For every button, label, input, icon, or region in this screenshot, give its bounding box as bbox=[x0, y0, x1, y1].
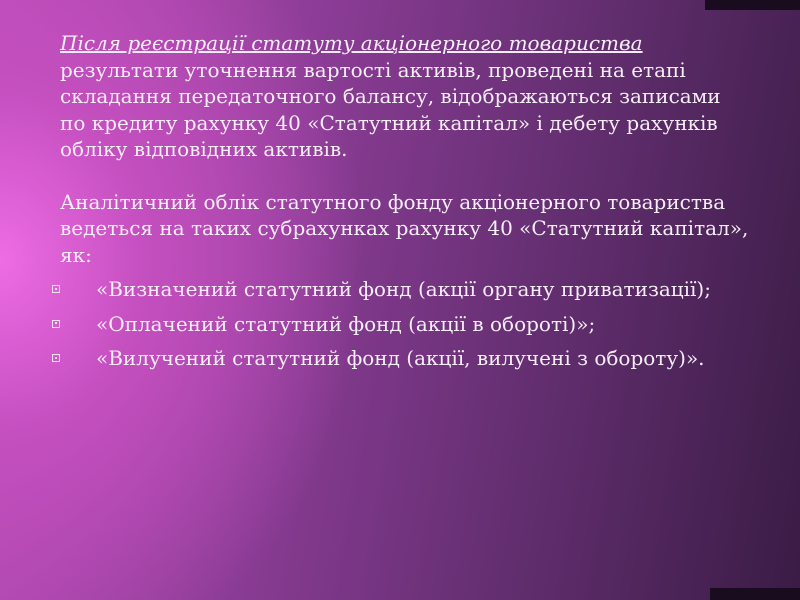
paragraph-analytics: Аналітичний облік статутного фонду акціонерного товариства ведеться на таких субрахунках рахунку 40 «Статутний капітал», як: bbox=[60, 189, 749, 267]
decorative-bar-top bbox=[705, 0, 800, 10]
square-bullet-icon bbox=[52, 285, 60, 293]
subaccount-list bbox=[60, 276, 750, 372]
list-item-text: «Оплачений статутний фонд (акції в обороті)»; bbox=[96, 311, 596, 336]
list-item bbox=[60, 311, 750, 338]
square-bullet-icon bbox=[52, 320, 60, 328]
list-item bbox=[60, 276, 750, 303]
paragraph-body: результати уточнення вартості активів, проведені на етапі складання передаточного балансу, відображаються записами по кредиту рахунку 40 «Статутний капітал» і дебету рахунків обліку відповідних активів. bbox=[60, 57, 721, 161]
square-bullet-icon bbox=[52, 354, 60, 362]
decorative-bar-bottom bbox=[710, 588, 800, 600]
list-item-text: «Вилучений статутний фонд (акції, вилучені з обороту)». bbox=[96, 346, 705, 370]
list-item bbox=[60, 345, 750, 372]
paragraph-lead: Після реєстрації статуту акціонерного товариства bbox=[60, 31, 643, 55]
slide-content bbox=[60, 30, 750, 372]
paragraph-registration bbox=[60, 30, 750, 163]
list-item-text: «Визначений статутний фонд (акції органу приватизації); bbox=[96, 277, 711, 301]
